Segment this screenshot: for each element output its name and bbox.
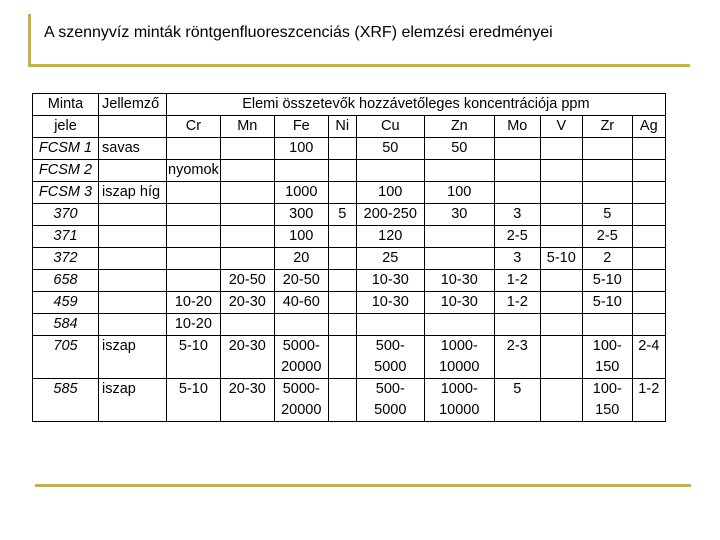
table-row — [33, 204, 666, 226]
header-cell: jele — [33, 116, 99, 138]
concentration-cell-mo — [494, 138, 540, 160]
concentration-cell-mn — [220, 314, 274, 336]
xrf-results-table — [32, 93, 666, 422]
concentration-cell-zr: 100- 150 — [582, 336, 632, 379]
concentration-cell-cr — [167, 182, 221, 204]
concentration-cell-mn — [220, 138, 274, 160]
concentration-cell-ni — [328, 160, 356, 182]
header-row — [33, 94, 666, 116]
concentration-cell-ag — [632, 292, 665, 314]
concentration-cell-zn — [424, 248, 494, 270]
concentration-cell-zr: 2 — [582, 248, 632, 270]
concentration-cell-ag — [632, 226, 665, 248]
table-row — [33, 182, 666, 204]
concentration-cell-ag: 2-4 — [632, 336, 665, 379]
characteristic-cell — [99, 248, 167, 270]
sample-id-cell: 371 — [33, 226, 99, 248]
concentration-cell-mo — [494, 314, 540, 336]
characteristic-cell: iszap — [99, 379, 167, 422]
concentration-cell-cr — [167, 204, 221, 226]
concentration-cell-mo: 1-2 — [494, 292, 540, 314]
sample-id-cell: 585 — [33, 379, 99, 422]
concentration-cell-ag — [632, 204, 665, 226]
concentration-cell-zn: 100 — [424, 182, 494, 204]
header-group-cell: Elemi összetevők hozzávetőleges koncentrációja ppm — [167, 94, 666, 116]
element-header-cell: Zr — [582, 116, 632, 138]
concentration-cell-mo — [494, 182, 540, 204]
sample-id-cell: 459 — [33, 292, 99, 314]
concentration-cell-v — [540, 314, 582, 336]
concentration-cell-fe — [274, 160, 328, 182]
concentration-cell-cu: 100 — [356, 182, 424, 204]
characteristic-cell — [99, 204, 167, 226]
concentration-cell-cr — [167, 270, 221, 292]
concentration-cell-cu: 500- 5000 — [356, 336, 424, 379]
concentration-cell-mo: 2-3 — [494, 336, 540, 379]
slide-title: A szennyvíz minták röntgenfluoreszcenciás (XRF) elemzési eredményei — [44, 24, 553, 41]
concentration-cell-fe — [274, 314, 328, 336]
concentration-cell-zr — [582, 160, 632, 182]
concentration-cell-ni — [328, 336, 356, 379]
concentration-cell-ni — [328, 379, 356, 422]
concentration-cell-v: 5-10 — [540, 248, 582, 270]
header-row — [33, 116, 666, 138]
concentration-cell-mn: 20-50 — [220, 270, 274, 292]
concentration-cell-mo: 2-5 — [494, 226, 540, 248]
concentration-cell-ni — [328, 248, 356, 270]
concentration-cell-mo: 5 — [494, 379, 540, 422]
concentration-cell-fe: 100 — [274, 138, 328, 160]
concentration-cell-mn: 20-30 — [220, 336, 274, 379]
concentration-cell-ag — [632, 314, 665, 336]
concentration-cell-fe: 300 — [274, 204, 328, 226]
concentration-cell-ag — [632, 270, 665, 292]
characteristic-cell: savas — [99, 138, 167, 160]
table-row — [33, 248, 666, 270]
concentration-cell-v — [540, 204, 582, 226]
element-header-cell: Cr — [167, 116, 221, 138]
concentration-cell-cu: 500- 5000 — [356, 379, 424, 422]
concentration-cell-ag — [632, 138, 665, 160]
concentration-cell-cu: 50 — [356, 138, 424, 160]
concentration-cell-cu — [356, 314, 424, 336]
concentration-cell-v — [540, 182, 582, 204]
concentration-cell-cr — [167, 226, 221, 248]
table-row — [33, 314, 666, 336]
concentration-cell-ag: 1-2 — [632, 379, 665, 422]
concentration-cell-zn — [424, 226, 494, 248]
concentration-cell-v — [540, 379, 582, 422]
concentration-cell-v — [540, 226, 582, 248]
footer-accent-line — [35, 484, 691, 487]
header-cell: Minta — [33, 94, 99, 116]
concentration-cell-cu — [356, 160, 424, 182]
sample-id-cell: FCSM 3 — [33, 182, 99, 204]
element-header-cell: Mn — [220, 116, 274, 138]
characteristic-cell: iszap híg — [99, 182, 167, 204]
concentration-cell-fe: 1000 — [274, 182, 328, 204]
concentration-cell-fe: 5000- 20000 — [274, 336, 328, 379]
table-row — [33, 292, 666, 314]
characteristic-cell — [99, 292, 167, 314]
concentration-cell-ni — [328, 292, 356, 314]
concentration-cell-cu: 10-30 — [356, 270, 424, 292]
concentration-cell-v — [540, 138, 582, 160]
element-header-cell: Zn — [424, 116, 494, 138]
concentration-cell-mn — [220, 226, 274, 248]
concentration-cell-mo: 1-2 — [494, 270, 540, 292]
element-header-cell: Cu — [356, 116, 424, 138]
header-cell: Jellemző — [99, 94, 167, 116]
concentration-cell-zn: 10-30 — [424, 292, 494, 314]
title-accent-horizontal-line — [28, 64, 690, 67]
element-header-cell: Ag — [632, 116, 665, 138]
concentration-cell-zn: 1000- 10000 — [424, 379, 494, 422]
concentration-cell-mn — [220, 160, 274, 182]
concentration-cell-v — [540, 160, 582, 182]
table-row — [33, 270, 666, 292]
concentration-cell-mn — [220, 204, 274, 226]
table-row — [33, 226, 666, 248]
concentration-cell-v — [540, 270, 582, 292]
concentration-cell-fe: 20 — [274, 248, 328, 270]
header-cell — [99, 116, 167, 138]
table-row — [33, 138, 666, 160]
concentration-cell-zr: 5-10 — [582, 270, 632, 292]
table-row — [33, 336, 666, 379]
concentration-cell-zr — [582, 314, 632, 336]
concentration-cell-zr — [582, 138, 632, 160]
concentration-cell-cr — [167, 248, 221, 270]
table-row — [33, 160, 666, 182]
concentration-cell-ag — [632, 248, 665, 270]
concentration-cell-v — [540, 336, 582, 379]
concentration-cell-zn: 30 — [424, 204, 494, 226]
sample-id-cell: 584 — [33, 314, 99, 336]
concentration-cell-mn: 20-30 — [220, 292, 274, 314]
concentration-cell-cr — [167, 138, 221, 160]
concentration-cell-cu: 200-250 — [356, 204, 424, 226]
concentration-cell-ni — [328, 270, 356, 292]
characteristic-cell — [99, 270, 167, 292]
concentration-cell-fe: 40-60 — [274, 292, 328, 314]
concentration-cell-zn: 50 — [424, 138, 494, 160]
concentration-cell-cr: 5-10 — [167, 336, 221, 379]
concentration-cell-mo: 3 — [494, 204, 540, 226]
sample-id-cell: 705 — [33, 336, 99, 379]
concentration-cell-zr: 5 — [582, 204, 632, 226]
concentration-cell-ni — [328, 138, 356, 160]
concentration-cell-cr: 10-20 — [167, 314, 221, 336]
concentration-cell-fe: 5000- 20000 — [274, 379, 328, 422]
title-accent-vertical-line — [28, 14, 31, 66]
concentration-cell-zr — [582, 182, 632, 204]
concentration-cell-zr: 2-5 — [582, 226, 632, 248]
concentration-cell-zn: 1000- 10000 — [424, 336, 494, 379]
concentration-cell-cu: 10-30 — [356, 292, 424, 314]
concentration-cell-zn — [424, 314, 494, 336]
concentration-cell-cr: 10-20 — [167, 292, 221, 314]
concentration-cell-mn — [220, 248, 274, 270]
characteristic-cell: iszap — [99, 336, 167, 379]
concentration-cell-ag — [632, 182, 665, 204]
concentration-cell-fe: 100 — [274, 226, 328, 248]
sample-id-cell: 658 — [33, 270, 99, 292]
concentration-cell-mn — [220, 182, 274, 204]
characteristic-cell — [99, 226, 167, 248]
element-header-cell: V — [540, 116, 582, 138]
concentration-cell-zr: 100- 150 — [582, 379, 632, 422]
concentration-cell-mn: 20-30 — [220, 379, 274, 422]
sample-id-cell: FCSM 2 — [33, 160, 99, 182]
characteristic-cell — [99, 314, 167, 336]
characteristic-cell — [99, 160, 167, 182]
concentration-cell-zr: 5-10 — [582, 292, 632, 314]
concentration-cell-zn — [424, 160, 494, 182]
concentration-cell-cu: 120 — [356, 226, 424, 248]
concentration-cell-ni: 5 — [328, 204, 356, 226]
concentration-cell-mo: 3 — [494, 248, 540, 270]
concentration-cell-mo — [494, 160, 540, 182]
sample-id-cell: 370 — [33, 204, 99, 226]
concentration-cell-ni — [328, 182, 356, 204]
sample-id-cell: FCSM 1 — [33, 138, 99, 160]
concentration-cell-ni — [328, 226, 356, 248]
concentration-cell-cr: nyomok — [167, 160, 221, 182]
concentration-cell-ag — [632, 160, 665, 182]
element-header-cell: Ni — [328, 116, 356, 138]
table-row — [33, 379, 666, 422]
sample-id-cell: 372 — [33, 248, 99, 270]
concentration-cell-ni — [328, 314, 356, 336]
concentration-cell-cr: 5-10 — [167, 379, 221, 422]
concentration-cell-zn: 10-30 — [424, 270, 494, 292]
element-header-cell: Fe — [274, 116, 328, 138]
concentration-cell-cu: 25 — [356, 248, 424, 270]
concentration-cell-fe: 20-50 — [274, 270, 328, 292]
element-header-cell: Mo — [494, 116, 540, 138]
concentration-cell-v — [540, 292, 582, 314]
